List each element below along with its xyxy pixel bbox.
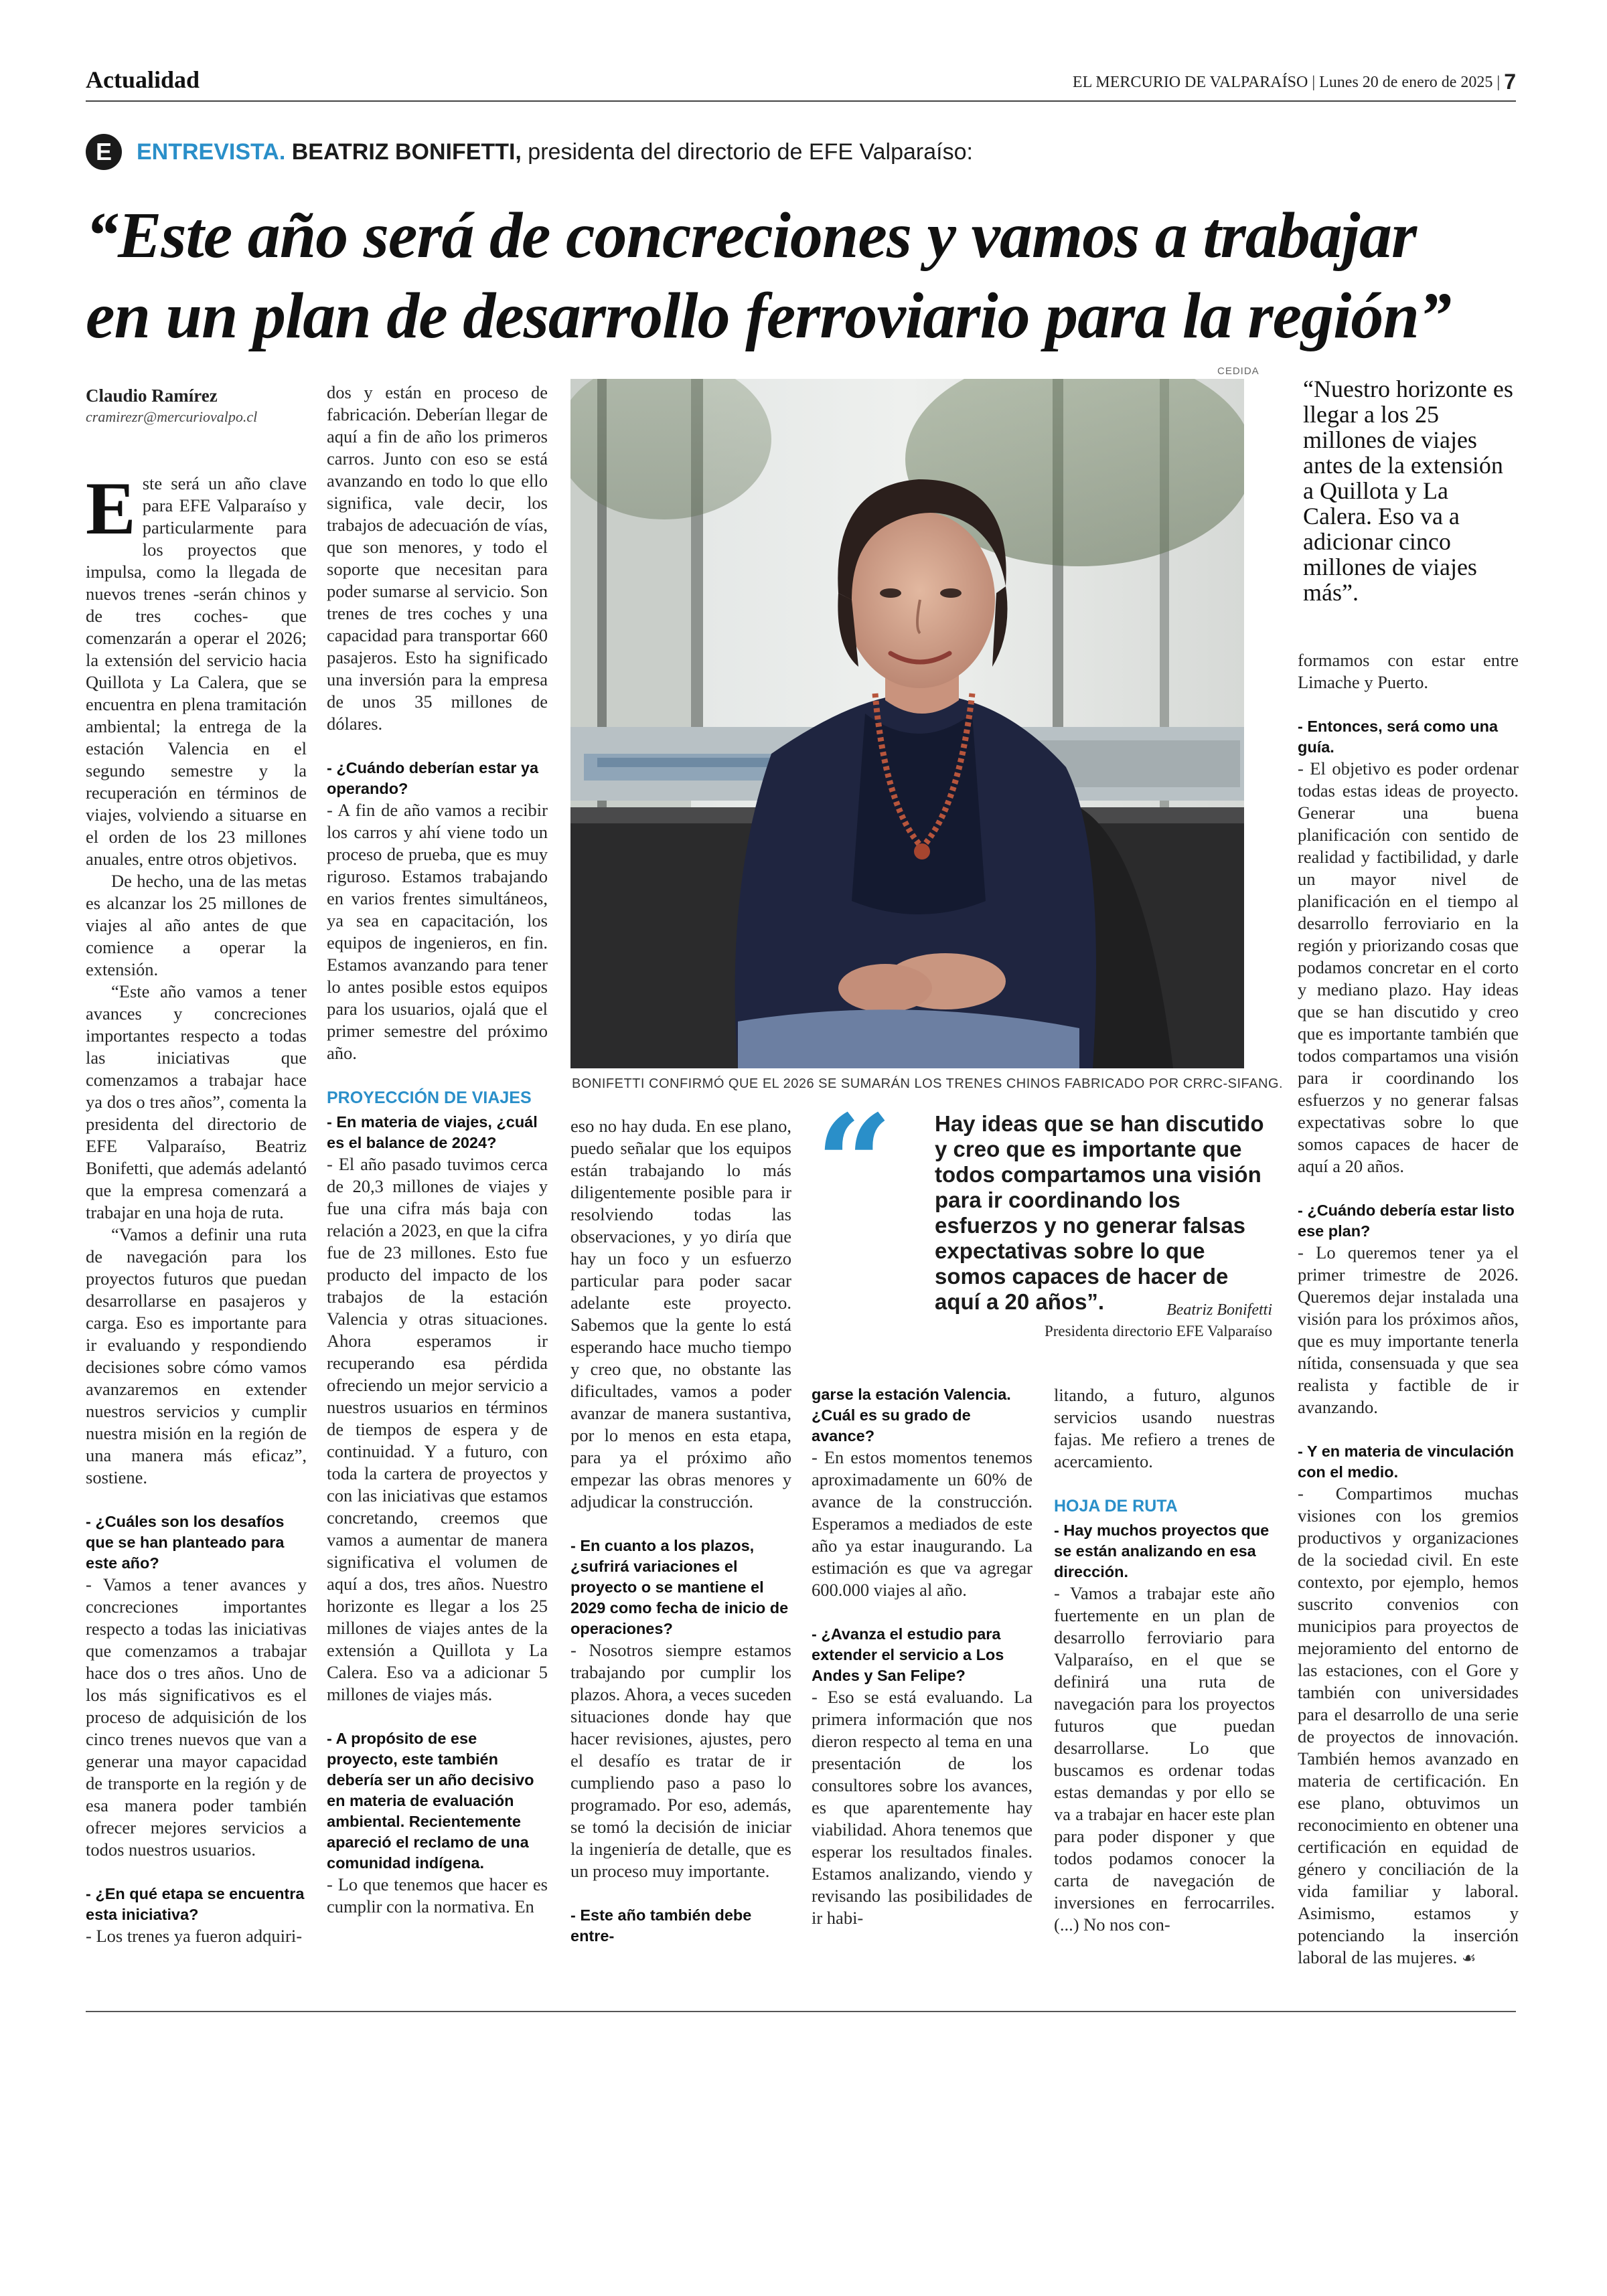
photo-caption: BONIFETTI CONFIRMÓ QUE EL 2026 SE SUMARÁN LOS TRENES CHINOS FABRICADO POR CRRC-SIFANG. [572,1076,1284,1091]
body-paragraph: eso no hay duda. En ese plano, puedo señalar que los equipos están trabajando lo más diligentemente posible para ir resolviendo todas las observaciones, y yo diría que hay un foco y un esfuerzo particular para poder sacar adelante este proyecto. Sabemos que la gente lo está esperando hace mucho tiempo y creo que, no obstante las dificultades, vamos a poder avanzar de manera sustantiva, por lo menos en esta etapa, para ya el próximo año empezar las obras menores y adjudicar la construcción. [570,1116,791,1511]
section-label: Actualidad [86,66,200,93]
headline-line-1: “Este año será de concreciones y vamos a trabajar [86,199,1417,272]
interview-question: - A propósito de ese proyecto, este también debería ser un año decisivo en materia de evaluación ambiental. Recientemente apareció el reclamo de una comunidad indígena. [327,1730,534,1872]
footer-rule [86,2011,1516,2012]
interview-question: - ¿Cuándo debería estar listo ese plan? [1298,1202,1515,1240]
masthead-separator: | [1312,74,1316,91]
interview-question: - En cuanto a los plazos, ¿sufrirá variaciones el proyecto o se mantiene el 2029 como fecha de inicio de operaciones? [570,1537,789,1637]
article-column-3 [570,1115,791,1947]
side-pull-quote: “Nuestro horizonte es llegar a los 25 millones de viajes antes de la extensión a Quillota y La Calera. Eso va a adicionar cinco millones de viajes más”. [1303,376,1513,606]
body-paragraph: dos y están en proceso de fabricación. Deberían llegar de aquí a fin de año los primeros carros. Junto con eso se está avanzando en todo lo que ello significa, vale decir, los trabajos de adecuación de vías, que son menores, y todo el soporte que necesitan para poder sumarse al servicio. Son trenes de tres coches y una capacidad para transportar 660 pasajeros. Esto ha significado una inversión para la empresa de unos 35 millones de dólares. [327,382,548,734]
interview-question: - Hay muchos proyectos que se están analizando en esa dirección. [1054,1522,1270,1580]
article-column-1 [86,467,307,1947]
interview-question: - ¿Cuáles son los desafíos que se han planteado para este año? [86,1513,285,1572]
pull-quote-role: Presidenta directorio EFE Valparaíso [1044,1323,1272,1339]
interview-question: garse la estación Valencia. ¿Cuál es su grado de avance? [812,1386,1011,1445]
byline-email: cramirezr@mercuriovalpo.cl [86,408,258,425]
kicker-label: ENTREVISTA. [137,139,286,165]
kicker-role: presidenta del directorio de EFE Valparaíso: [521,139,973,165]
pull-quote: Hay ideas que se han discutido y creo que es importante que todos compartamos una visión para ir coordinando los esfuerzos y no generar falsas expectativas sobre lo que somos capaces de hacer de aquí a 20 años”. [935,1111,1264,1314]
lead-paragraph [86,467,307,870]
kicker [137,139,973,165]
body-paragraph: formamos con estar entre Limache y Puerto. [1298,650,1519,692]
headline [86,195,1519,356]
article-column-5 [1054,1384,1275,1936]
interview-answer: - Eso se está evaluando. La primera información que nos dieron respecto al tema en una presentación de los consultores sobre los avances, es que aparentemente hay viabilidad. Ahora tenemos que esperar los resultados finales. Estamos analizando, viendo y revisando las posibilidades de ir habi- [812,1687,1032,1928]
interview-answer [1298,1483,1519,1969]
interview-answer: - Lo que tenemos que hacer es cumplir con la normativa. En [327,1874,548,1916]
masthead-separator: | [1497,74,1501,91]
kicker-name: BEATRIZ BONIFETTI, [291,139,522,165]
portrait-photo [570,379,1244,1068]
body-paragraph: De hecho, una de las metas es alcanzar los 25 millones de viajes al año antes de que comience a operar la extensión. [86,871,307,979]
quote-mark-icon: “ [816,1086,893,1243]
subheading: PROYECCIÓN DE VIAJES [327,1088,532,1107]
interview-question: - En materia de viajes, ¿cuál es el balance de 2024? [327,1113,538,1151]
newspaper-name: EL MERCURIO DE VALPARAÍSO [1072,74,1308,91]
interview-answer: - Nosotros siempre estamos trabajando por cumplir los plazos. Ahora, a veces suceden situaciones donde hay que hacer revisiones, ajustes, pero el desafío es tratar de ir cumpliendo paso a paso lo programado. Por eso, además, se tomó la decisión de iniciar la ingeniería de detalle, que es un proceso muy importante. [570,1640,791,1881]
interview-question: - Entonces, será como una guía. [1298,718,1499,756]
pull-quote-author: Beatriz Bonifetti [1166,1301,1272,1319]
interview-question: - ¿Avanza el estudio para extender el servicio a Los Andes y San Felipe? [812,1625,1004,1684]
interview-badge-icon: E [86,134,122,170]
byline-author: Claudio Ramírez [86,386,218,406]
headline-line-2: en un plan de desarrollo ferroviario para la región” [86,280,1451,352]
interview-question: - ¿Cuándo deberían estar ya operando? [327,759,539,797]
interview-answer: - Lo queremos tener ya el primer trimestre de 2026. Queremos dejar instalada una visión para los próximos años, que es muy importante tenerla nítida, consensuada y que sea realista y factible de ir avanzando. [1298,1242,1519,1417]
answer-text: - Compartimos muchas visiones con los gremios productivos y organizaciones de la sociedad civil. En este contexto, por ejemplo, hemos suscrito convenios con municipios para proyectos de mejoramiento del entorno de las estaciones, con el Gore y también con universidades para el desarrollo de una serie de proyectos de innovación. También hemos avanzado en materia de certificación. En ese plano, obtuvimos un reconocimiento en obtener una certificación en equidad de género y conciliación de la vida familiar y laboral. Asimismo, estamos y potenciando la inserción laboral de las mujeres. [1298,1483,1519,1967]
subheading: HOJA DE RUTA [1054,1497,1178,1515]
interview-question: - ¿En qué etapa se encuentra esta iniciativa? [86,1885,305,1923]
lead-text: ste será un año clave para EFE Valparaíso y particularmente para los proyectos que impulsa, como la llegada de nuevos trenes -serán chinos y de tres coches- que comenzarán a operar el 2026; la extensión del servicio hacia Quillota y La Calera, que se encuentra en plena tramitación ambiental; la entrega de la estación Valencia en el segundo semestre y la recuperación en términos de viajes, volviendo a situarse en el orden de los 23 millones anuales, entre otros objetivos. [86,473,307,869]
article-column-2 [327,382,548,1918]
interview-question: - Este año también debe entre- [570,1906,752,1945]
interview-question: - Y en materia de vinculación con el medio. [1298,1443,1515,1481]
interview-answer: - Vamos a trabajar este año fuertemente en un plan de desarrollo ferroviario para Valparaíso, en el que se definirá una ruta de navegación para los proyectos futuros que puedan desarrollarse. Lo que buscamos es ordenar todas estas demandas y por ello se va a trabajar en hacer este plan para poder disponer y que todos podamos conocer la carta de navegación de inversiones en ferrocarriles. (...) No nos con- [1054,1583,1275,1935]
drop-cap: E [86,467,136,550]
issue-date: Lunes 20 de enero de 2025 [1319,74,1493,91]
header-rule [86,100,1516,102]
article-column-4 [812,1384,1032,1929]
interview-answer: - El año pasado tuvimos cerca de 20,3 millones de viajes y fue una cifra más baja con relación a 2023, en que la cifra fue de 23 millones. Esto fue producto del impacto de los trabajos de la estación Valencia y otras situaciones. Ahora esperamos ir recuperando esa pérdida ofreciendo un mejor servicio a nuestros usuarios en términos de tiempos de espera y de continuidad. Y a futuro, con toda la cartera de proyectos y con las iniciativas que estamos concretando, creemos que vamos a aumentar de manera significativa el volumen de aquí a dos, tres años. Nuestro horizonte es llegar a los 25 millones de viajes antes de la extensión a Quillota y La Calera. Eso va a adicionar 5 millones de viajes más. [327,1154,548,1704]
body-paragraph: “Vamos a definir una ruta de navegación para los proyectos futuros que puedan desarrollarse en pasajeros y carga. Eso es importante para ir evaluando y respondiendo decisiones sobre cómo vamos avanzaremos en extender nuestros servicios y cumplir nuestra misión en la región de una manera más eficaz”, sostiene. [86,1224,307,1487]
article-column-6 [1298,649,1519,1969]
masthead [1073,70,1516,94]
body-paragraph: litando, a futuro, algunos servicios usando nuestras fajas. Me refiero a trenes de acercamiento. [1054,1385,1275,1471]
interview-answer: - En estos momentos tenemos aproximadamente un 60% de avance de la construcción. Esperamos a mediados de este año ya estar inaugurando. La estimación es que va agregar 600.000 viajes al año. [812,1447,1032,1600]
interview-answer: - A fin de año vamos a recibir los carros y ahí viene todo un proceso de prueba, que es muy riguroso. Estamos trabajando en varios frentes simultáneos, ya sea en capacitación, los equipos de ingenieros, en fin. Estamos avanzando para tener lo antes posible estos equipos para los usuarios, ojalá que el primer semestre del próximo año. [327,800,548,1063]
body-paragraph: “Este año vamos a tener avances y concreciones importantes respecto a todas las iniciativas que comenzamos a trabajar hace ya dos o tres años”, comenta la presidenta del directorio de EFE Valparaíso, Beatriz Bonifetti, que además adelantó que la empresa comenzará a trabajar en una hoja de ruta. [86,981,307,1222]
page-number: 7 [1504,70,1516,94]
end-mark-icon: ☙ [1462,1949,1476,1967]
interview-answer: - El objetivo es poder ordenar todas estas ideas de proyecto. Generar una buena planificación con sentido de realidad y factibilidad, y darle un mayor nivel de planificación en el tiempo al desarrollo ferroviario en la región y priorizando cosas que podamos concretar en el corto y mediano plazo. Hay ideas que se han discutido y creo que es importante también que todos compartamos una visión para ir coordinando los esfuerzos y no generar falsas expectativas sobre lo que somos capaces de hacer de aquí a 20 años. [1298,758,1519,1176]
interview-answer: - Los trenes ya fueron adquiri- [86,1926,303,1946]
photo-credit: CEDIDA [1217,365,1259,377]
interview-answer: - Vamos a tener avances y concreciones importantes respecto a todas las iniciativas que comenzamos a trabajar hace dos o tres años. Uno de los más significativos es el proceso de adquisición de los cinco trenes nuevos que van a generar una mayor capacidad de transporte en la región y de esa manera poder también ofrecer mejores servicios a todos nuestros usuarios. [86,1574,307,1860]
portrait-illustration [570,379,1244,1068]
